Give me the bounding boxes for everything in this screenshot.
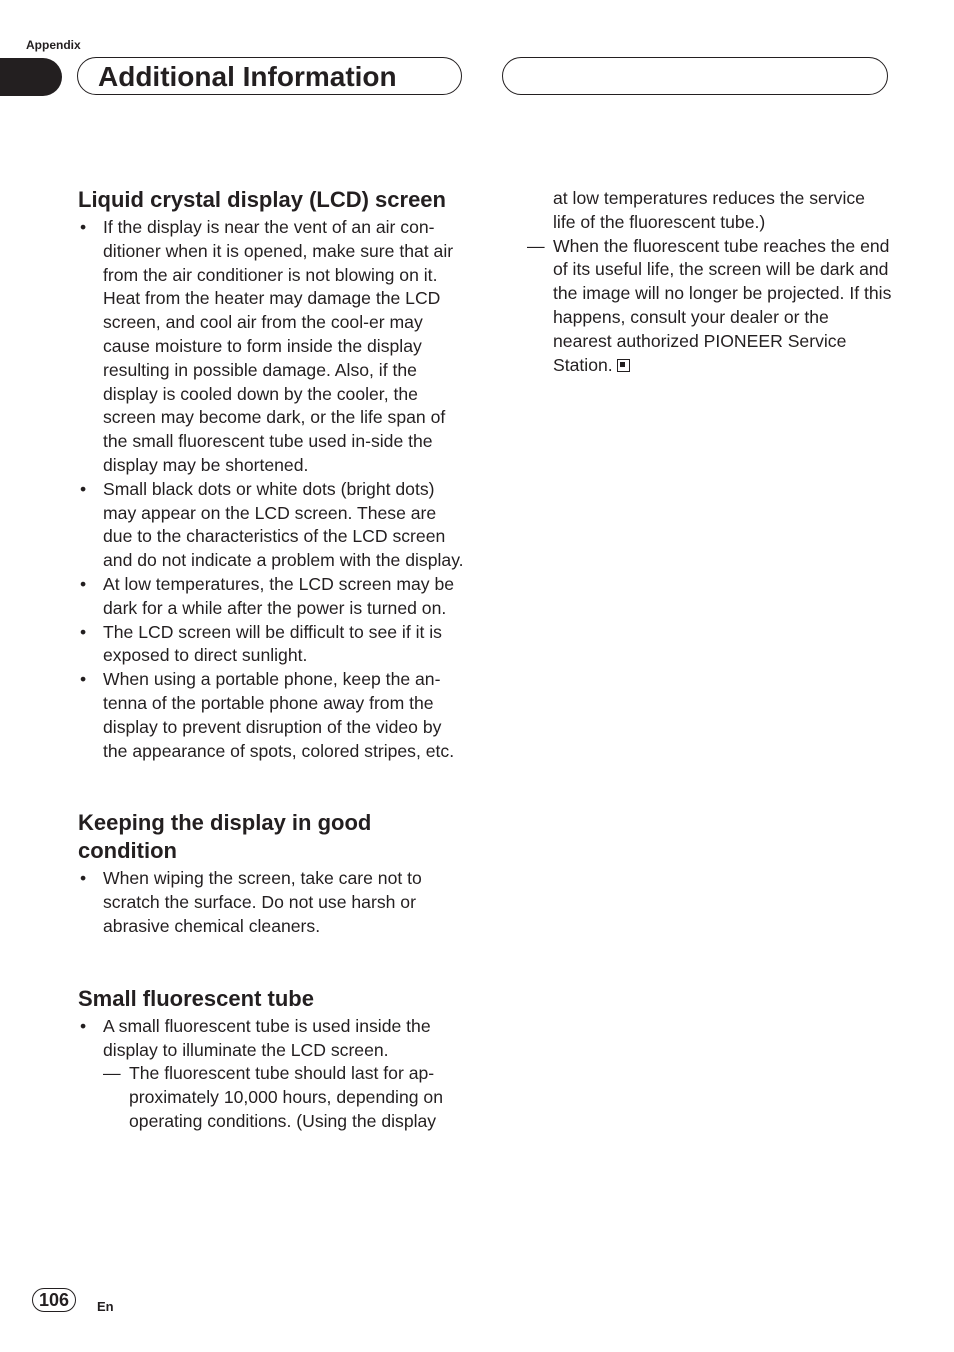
bullet-icon: • [80, 573, 87, 594]
continued-text: at low temperatures reduces the service life of the fluorescent tube.) [553, 188, 865, 232]
appendix-label: Appendix [26, 38, 81, 52]
bullet-icon: • [80, 621, 87, 642]
list-item-text: At low temperatures, the LCD screen may be dark for a while after the power is turned on. [103, 573, 455, 618]
page-title: Additional Information [98, 61, 397, 92]
end-of-section-icon [617, 359, 630, 372]
list-item [78, 573, 468, 621]
list-item [78, 668, 468, 763]
bullet-icon: • [80, 217, 87, 237]
sub-list-item-text: When the fluorescent tube reaches the end of its useful life, the screen will be dark and the image will no longer be projected. If this happens, consult your dealer or the nearest authorized PIONEER Service Station. [553, 235, 892, 375]
list-item-text: Small black dots or white dots (bright dots) may appear on the LCD screen. These are due to the characteristics of the LCD screen and do not indicate a problem with the display. [103, 478, 464, 571]
tube-bullet-list [78, 1015, 468, 1134]
sub-list-item [103, 1062, 468, 1133]
section-heading-keeping [78, 809, 468, 865]
section-lcd-screen [78, 186, 468, 763]
bullet-icon: • [80, 669, 87, 690]
section-heading-lcd: Liquid crystal display (LCD) screen [78, 187, 446, 212]
bullet-icon: • [80, 868, 87, 889]
left-column [78, 186, 468, 1134]
right-column [527, 187, 892, 377]
bullet-icon: • [80, 1015, 87, 1036]
bullet-icon: • [80, 478, 87, 499]
empty-header-box [502, 57, 888, 95]
list-item [78, 216, 468, 478]
list-item-text: A small fluorescent tube is used inside the display to illuminate the LCD screen. [103, 1015, 431, 1060]
dash-icon: — [103, 1063, 121, 1084]
list-item [78, 621, 468, 669]
section-heading-tube: Small fluorescent tube [78, 985, 314, 1011]
section-keeping-display [78, 809, 468, 938]
keeping-bullet-list [78, 867, 468, 938]
list-item-text: When using a portable phone, keep the an-tenna of the portable phone away from the display to prevent disruption of the video by the appearance of spots, colored stripes, etc. [103, 669, 455, 761]
list-item-text: If the display is near the vent of an air con-ditioner when it is opened, make sure that air from the air conditioner is not blowing on it. Heat from the heater may damage the LCD screen, and cool air from the cool-er may cause moisture to form inside the display resulting in possible damage. Also, if the display is cooled down by the cooler, the screen may become dark, or the life span of the small fluorescent tube used in-side the display may be shortened. [103, 217, 454, 475]
sub-list-item-text: The fluorescent tube should last for ap-proximately 10,000 hours, depending on operating conditions. (Using the display [129, 1063, 443, 1131]
heading-line: Keeping the display in good [78, 810, 372, 836]
heading-line: condition [78, 838, 177, 864]
dash-icon: — [527, 235, 545, 256]
section-fluorescent-tube [78, 985, 468, 1134]
list-item-text: When wiping the screen, take care not to scratch the surface. Do not use harsh or abrasive chemical cleaners. [103, 868, 422, 936]
title-box [77, 57, 462, 95]
list-item [78, 478, 468, 573]
section-tab-marker [0, 58, 62, 96]
list-item [78, 1015, 468, 1134]
lcd-bullet-list [78, 216, 468, 763]
list-item [78, 867, 468, 938]
list-item-text: The LCD screen will be difficult to see if it is exposed to direct sunlight. [103, 621, 442, 666]
page-number: 106 [32, 1288, 76, 1312]
sub-list-item [527, 235, 892, 378]
language-label: En [97, 1299, 114, 1314]
